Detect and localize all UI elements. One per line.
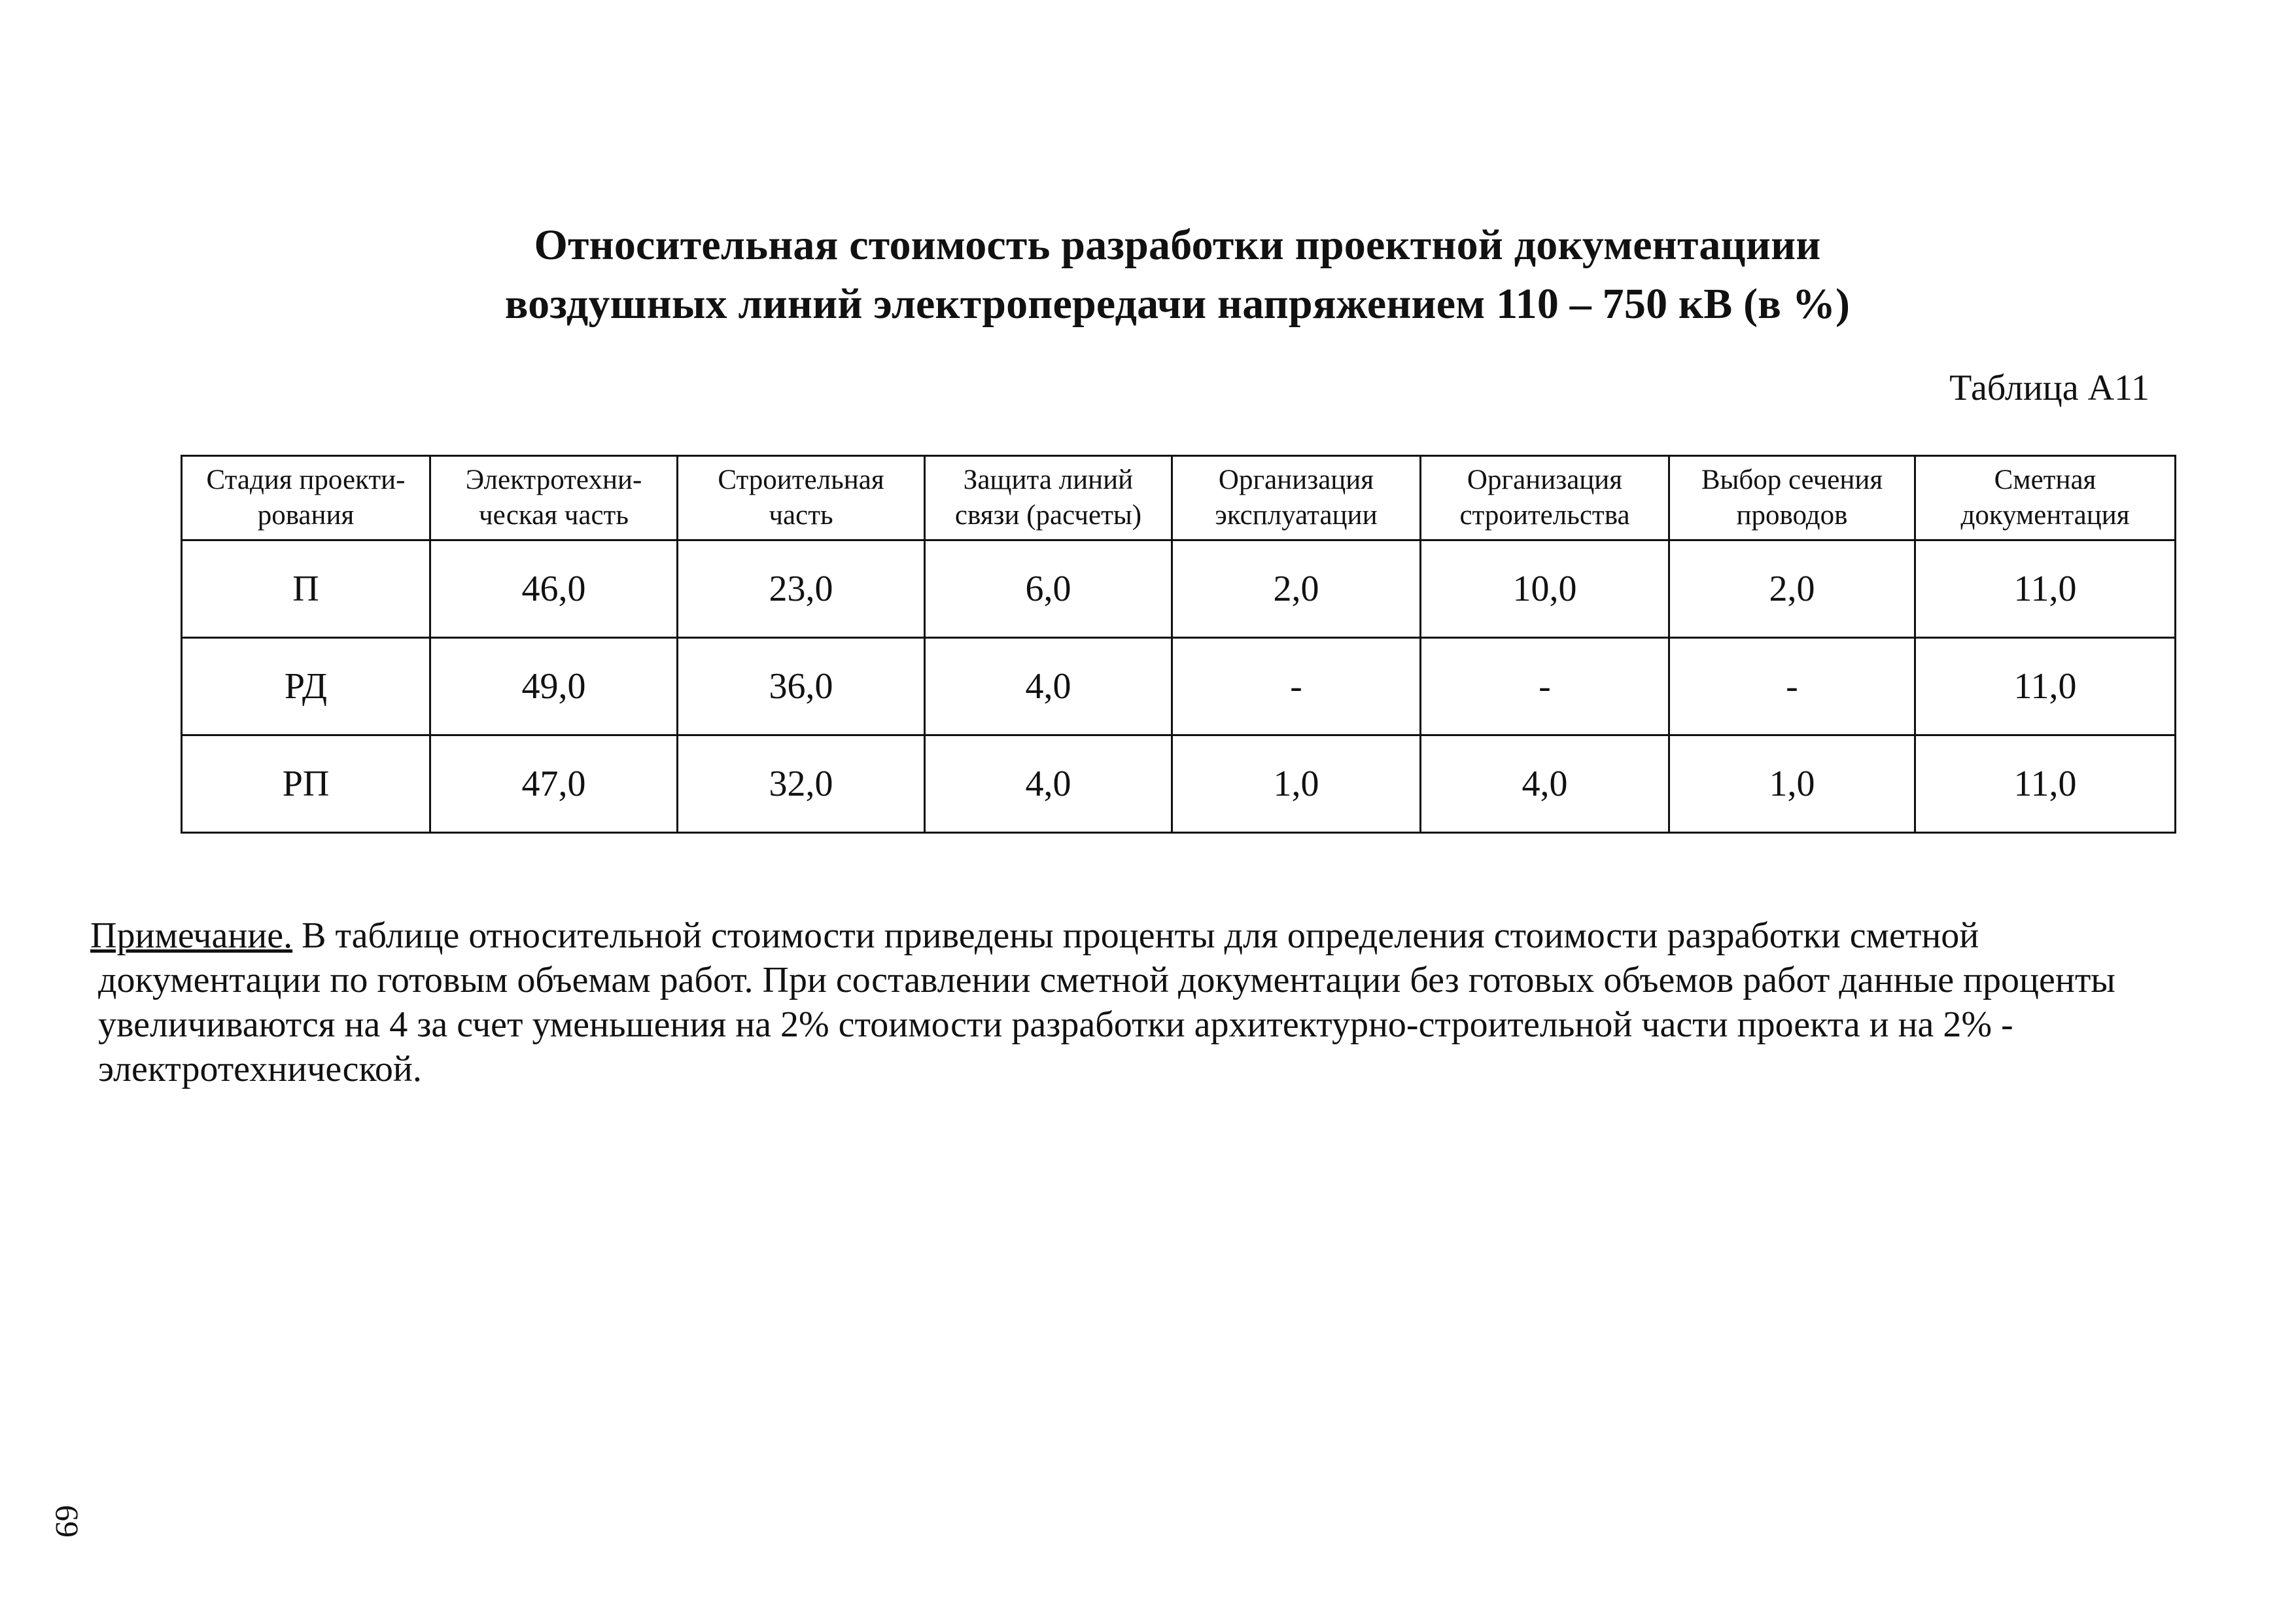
cell-line-protection: 4,0 (925, 735, 1172, 833)
note-line-3: увеличиваются на 4 за счет уменьшения на 2% стоимости разработки архитектурно-строительной части проекта и на 2% - (98, 1004, 2013, 1045)
document-title (0, 216, 2296, 334)
cell-construction-org: - (1421, 638, 1669, 735)
cell-estimate-docs: 11,0 (1915, 735, 2176, 833)
table-row (182, 540, 2176, 638)
table-label: Таблица А11 (1949, 368, 2149, 408)
header-estimate-docs: Сметная документация (1915, 456, 2176, 540)
cell-estimate-docs: 11,0 (1915, 638, 2176, 735)
cell-construction: 32,0 (678, 735, 925, 833)
note-paragraph (90, 913, 2249, 1091)
cell-wire-section: - (1669, 638, 1915, 735)
header-wire-section: Выбор сечения проводов (1669, 456, 1915, 540)
cell-wire-section: 1,0 (1669, 735, 1915, 833)
header-construction: Строительная часть (678, 456, 925, 540)
table-header-row (182, 456, 2176, 540)
note-line-1 (90, 913, 2249, 958)
cell-stage: П (182, 540, 430, 638)
note-label: Примечание. (90, 915, 293, 956)
header-operation-org: Организация эксплуатации (1172, 456, 1421, 540)
cell-operation-org: 1,0 (1172, 735, 1421, 833)
cell-construction: 36,0 (678, 638, 925, 735)
header-construction-org: Организация строительства (1421, 456, 1669, 540)
cell-electrical: 49,0 (430, 638, 678, 735)
cell-stage: РД (182, 638, 430, 735)
note-line-2: документации по готовым объемам работ. При составлении сметной документации без готовых объемов работ данные проценты (98, 960, 2115, 1000)
header-stage: Стадия проекти- рования (182, 456, 430, 540)
cell-electrical: 47,0 (430, 735, 678, 833)
cell-estimate-docs: 11,0 (1915, 540, 2176, 638)
note-line-4: электротехнической. (98, 1049, 422, 1089)
title-line-1: Относительная стоимость разработки проектной документациии (534, 221, 1821, 269)
cell-line-protection: 4,0 (925, 638, 1172, 735)
cell-construction-org: 4,0 (1421, 735, 1669, 833)
header-electrical: Электротехни- ческая часть (430, 456, 678, 540)
cell-line-protection: 6,0 (925, 540, 1172, 638)
header-line-protection: Защита линий связи (расчеты) (925, 456, 1172, 540)
cell-electrical: 46,0 (430, 540, 678, 638)
cell-construction: 23,0 (678, 540, 925, 638)
table-row (182, 638, 2176, 735)
note-text-1: В таблице относительной стоимости приведены проценты для определения стоимости разработки сметной (292, 915, 1979, 956)
cost-table (181, 455, 2176, 834)
page-number: 69 (49, 1505, 86, 1538)
table-row (182, 735, 2176, 833)
cell-operation-org: 2,0 (1172, 540, 1421, 638)
cell-stage: РП (182, 735, 430, 833)
cell-operation-org: - (1172, 638, 1421, 735)
cell-construction-org: 10,0 (1421, 540, 1669, 638)
cell-wire-section: 2,0 (1669, 540, 1915, 638)
title-line-2: воздушных линий электропередачи напряжением 110 – 750 кВ (в %) (504, 280, 1851, 328)
